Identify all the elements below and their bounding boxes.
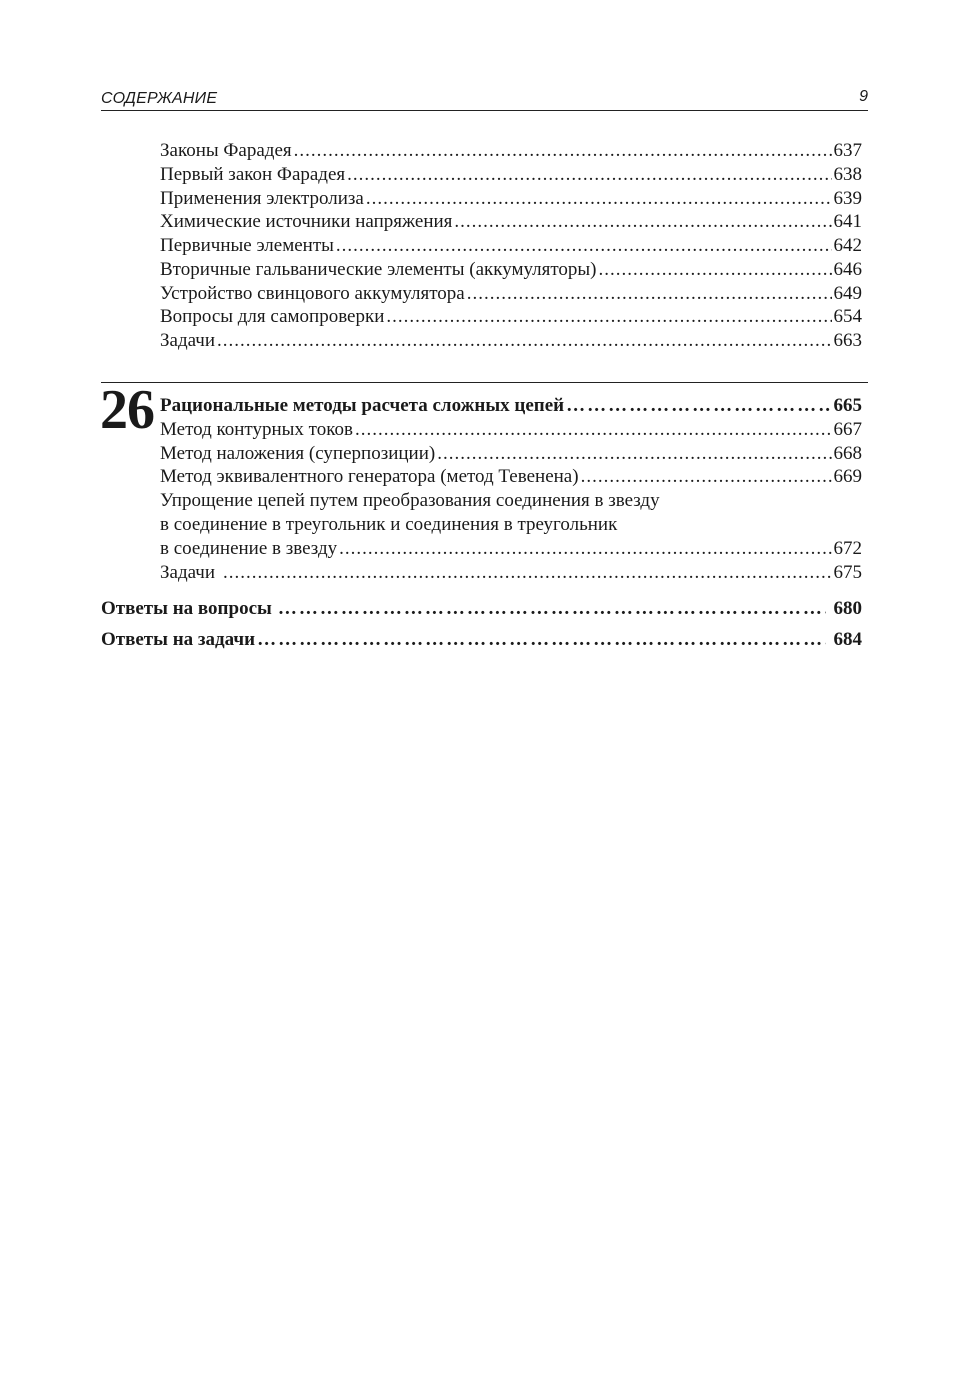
toc-entry[interactable]	[160, 561, 862, 585]
toc-entry[interactable]	[160, 210, 862, 234]
dot-leader	[437, 442, 831, 466]
dot-leader	[386, 305, 831, 329]
toc-entry-label: Законы Фарадея	[160, 140, 292, 161]
dot-leader	[347, 163, 831, 187]
toc-entry-page: 654	[833, 306, 862, 327]
dot-leader	[336, 234, 832, 258]
dot-leader	[217, 329, 831, 353]
toc-entry-label: Химические источники напряжения	[160, 211, 453, 232]
toc-entry-label: в соединение в звезду	[160, 538, 338, 559]
chapter-title-entry[interactable]	[160, 394, 862, 418]
toc-entry-page: 668	[833, 443, 862, 464]
toc-entry-label: Метод наложения (суперпозиции)	[160, 443, 436, 464]
toc-entry-label: Задачи	[160, 562, 216, 583]
toc-entry-multiline-line2[interactable]: в соединение в треугольник и соединения в треугольник	[160, 514, 618, 535]
toc-entry-page: 639	[833, 188, 862, 209]
toc-entry-label: Вторичные гальванические элементы (аккумуляторы)	[160, 259, 597, 280]
dot-leader	[366, 187, 832, 211]
back-matter-page: 680	[833, 598, 862, 619]
dot-leader	[566, 394, 831, 418]
toc-entry[interactable]	[160, 305, 862, 329]
toc-entry[interactable]	[160, 234, 862, 258]
back-matter-label: Ответы на вопросы	[101, 598, 272, 619]
toc-entry-label: Первый закон Фарадея	[160, 164, 346, 185]
toc-entry[interactable]	[160, 537, 862, 561]
toc-entry[interactable]	[160, 187, 862, 211]
toc-entry[interactable]	[160, 139, 862, 163]
dot-leader	[599, 258, 832, 282]
dot-leader	[278, 597, 826, 621]
toc-entry-multiline-line1[interactable]: Упрощение цепей путем преобразования соединения в звезду	[160, 490, 660, 511]
toc-entry-page: 646	[833, 259, 862, 280]
toc-entry-page: 675	[833, 562, 862, 583]
dot-leader	[257, 628, 825, 652]
toc-entry-page: 637	[833, 140, 862, 161]
toc-entry[interactable]	[160, 282, 862, 306]
toc-entry-page: 663	[833, 330, 862, 351]
toc-entry-label: Задачи	[160, 330, 216, 351]
dot-leader	[581, 465, 832, 489]
toc-entry-label: Метод контурных токов	[160, 419, 353, 440]
toc-entry-label: Метод эквивалентного генератора (метод Тевенена)	[160, 466, 579, 487]
running-header-title: СОДЕРЖАНИЕ	[101, 90, 218, 107]
toc-entry-page: 672	[833, 538, 862, 559]
toc-entry-page: 667	[833, 419, 862, 440]
toc-entry[interactable]	[160, 465, 862, 489]
chapter-number: 26	[100, 379, 154, 441]
toc-entry-page: 649	[833, 283, 862, 304]
dot-leader	[223, 561, 831, 585]
toc-entry-label: Устройство свинцового аккумулятора	[160, 283, 465, 304]
back-matter-entry[interactable]	[101, 597, 862, 621]
dot-leader	[454, 210, 831, 234]
chapter-page: 665	[833, 395, 862, 416]
toc-entry-label: Вопросы для самопроверки	[160, 306, 385, 327]
running-header	[101, 88, 868, 111]
chapter-title: Рациональные методы расчета сложных цепей	[160, 395, 565, 416]
toc-entry[interactable]	[160, 163, 862, 187]
back-matter-page: 684	[833, 629, 862, 650]
page-number: 9	[859, 88, 868, 105]
chapter-divider	[101, 382, 868, 383]
toc-entry-page: 638	[833, 164, 862, 185]
toc-entry[interactable]	[160, 442, 862, 466]
toc-entry-page: 669	[833, 466, 862, 487]
dot-leader	[355, 418, 832, 442]
back-matter-label: Ответы на задачи	[101, 629, 256, 650]
back-matter-entry[interactable]	[101, 628, 862, 652]
dot-leader	[294, 139, 832, 163]
toc-entry[interactable]	[160, 258, 862, 282]
toc-entry-page: 641	[833, 211, 862, 232]
dot-leader	[467, 282, 832, 306]
toc-entry[interactable]	[160, 329, 862, 353]
toc-entry-label: Первичные элементы	[160, 235, 334, 256]
toc-entry-label: Применения электролиза	[160, 188, 364, 209]
toc-entry-page: 642	[833, 235, 862, 256]
dot-leader	[339, 537, 831, 561]
toc-entry[interactable]	[160, 418, 862, 442]
